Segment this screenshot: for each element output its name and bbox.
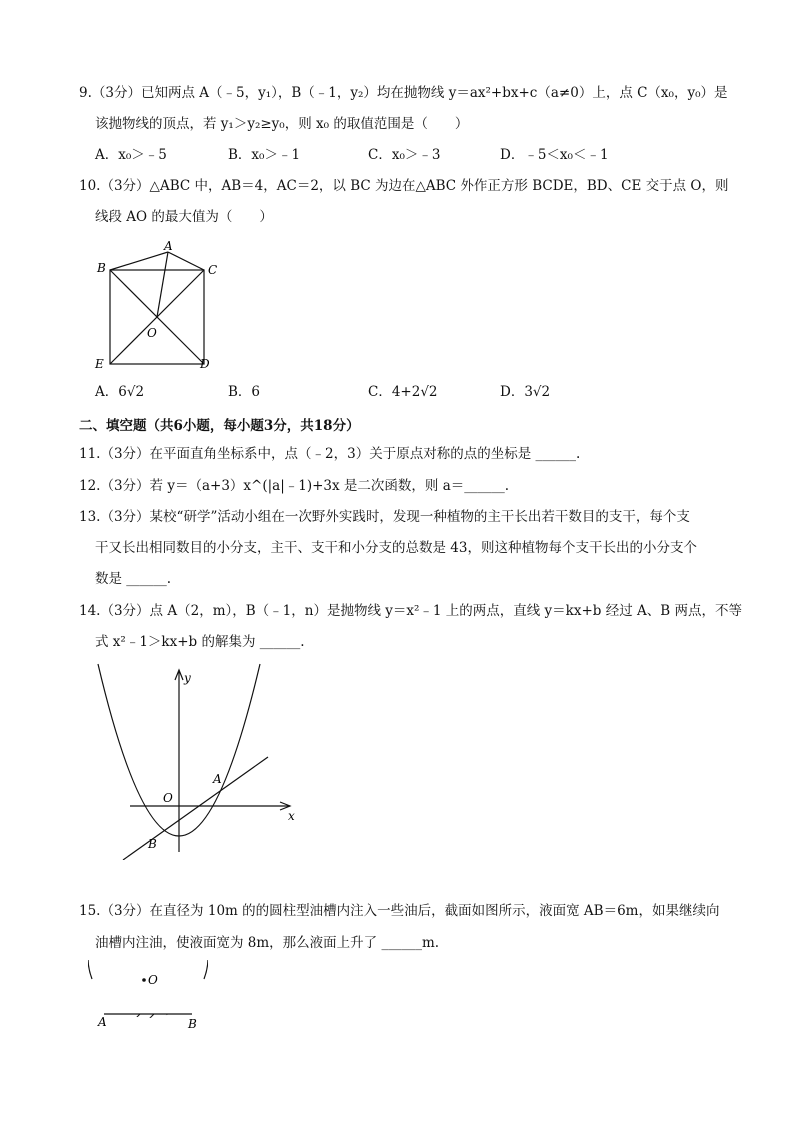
- q13-line1: 13.（3分）某校“研学”活动小组在一次野外实践时，发现一种植物的主干长出若干数目的支干，每个支: [79, 509, 690, 525]
- q14-label-y: y: [184, 671, 191, 685]
- q10-label-d: D: [200, 357, 210, 371]
- q15-label-a: A: [98, 1015, 107, 1029]
- q10-square-figure: [88, 236, 228, 374]
- q14-parabola-figure: [90, 660, 305, 860]
- q15-center-dot: [142, 978, 146, 982]
- q10-option-a: A．6√2: [95, 384, 145, 400]
- q9-option-a: A．x₀＞﹣5: [95, 147, 167, 163]
- q10-line1: 10.（3分）△ABC 中，AB＝4，AC＝2，以 BC 为边在△ABC 外作正方形 BCDE，BD、CE 交于点 O，则: [79, 178, 729, 194]
- q15-line1: 15.（3分）在直径为 10m 的的圆柱型油槽内注入一些油后，截面如图所示，液面宽 AB＝6m，如果继续向: [79, 903, 720, 919]
- q12-line1: 12.（3分）若 y＝（a+3）x^(|a|﹣1)+3x 是二次函数，则 a＝______.: [79, 478, 510, 494]
- q13-line2: 干又长出相同数目的小分支，主干、支干和小分支的总数是 43，则这种植物每个支干长出的小分支个: [95, 540, 697, 556]
- q14-label-b: B: [148, 837, 157, 851]
- q9-option-b: B．x₀＞﹣1: [228, 147, 301, 163]
- q10-line2: 线段 AO 的最大值为（ ）: [95, 209, 273, 225]
- q10-option-b: B．6: [228, 384, 261, 400]
- q10-label-o: O: [147, 326, 157, 340]
- q11-line1: 11.（3分）在平面直角坐标系中，点（﹣2，3）关于原点对称的点的坐标是 ______.: [79, 446, 581, 462]
- q9-option-d: D．﹣5＜x₀＜﹣1: [500, 147, 609, 163]
- q14-label-a: A: [213, 772, 222, 786]
- q14-label-x: x: [288, 809, 295, 823]
- q14-line1: 14.（3分）点 A（2，m），B（﹣1，n）是抛物线 y＝x²﹣1 上的两点，直线 y＝kx+b 经过 A、B 两点，不等: [79, 603, 742, 619]
- q9-line1: 9.（3分）已知两点 A（﹣5，y₁），B（﹣1，y₂）均在抛物线 y＝ax²+bx+c（a≠0）上，点 C（x₀，y₀）是: [79, 85, 728, 101]
- q10-label-e: E: [95, 357, 104, 371]
- q15-label-o: O: [148, 973, 158, 987]
- q9-line2: 该抛物线的顶点，若 y₁＞y₂≥y₀，则 x₀ 的取值范围是（ ）: [95, 116, 469, 132]
- q10-label-c: C: [208, 263, 218, 277]
- section-title: 二、填空题（共6小题，每小题3分，共18分）: [79, 418, 360, 434]
- q10-option-d: D．3√2: [500, 384, 551, 400]
- q10-option-c: C．4+2√2: [368, 384, 438, 400]
- q14-label-o: O: [163, 791, 173, 805]
- q9-option-c: C．x₀＞﹣3: [368, 147, 441, 163]
- q13-line3: 数是 ______.: [95, 571, 172, 587]
- q10-label-a: A: [164, 239, 173, 253]
- q15-circle-figure: [88, 960, 208, 1035]
- q14-line2: 式 x²﹣1＞kx+b 的解集为 ______.: [95, 634, 305, 650]
- q10-label-b: B: [97, 261, 106, 275]
- q15-label-b: B: [188, 1017, 197, 1031]
- q15-line2: 油槽内注油，使液面宽为 8m，那么液面上升了 ______m.: [95, 935, 440, 951]
